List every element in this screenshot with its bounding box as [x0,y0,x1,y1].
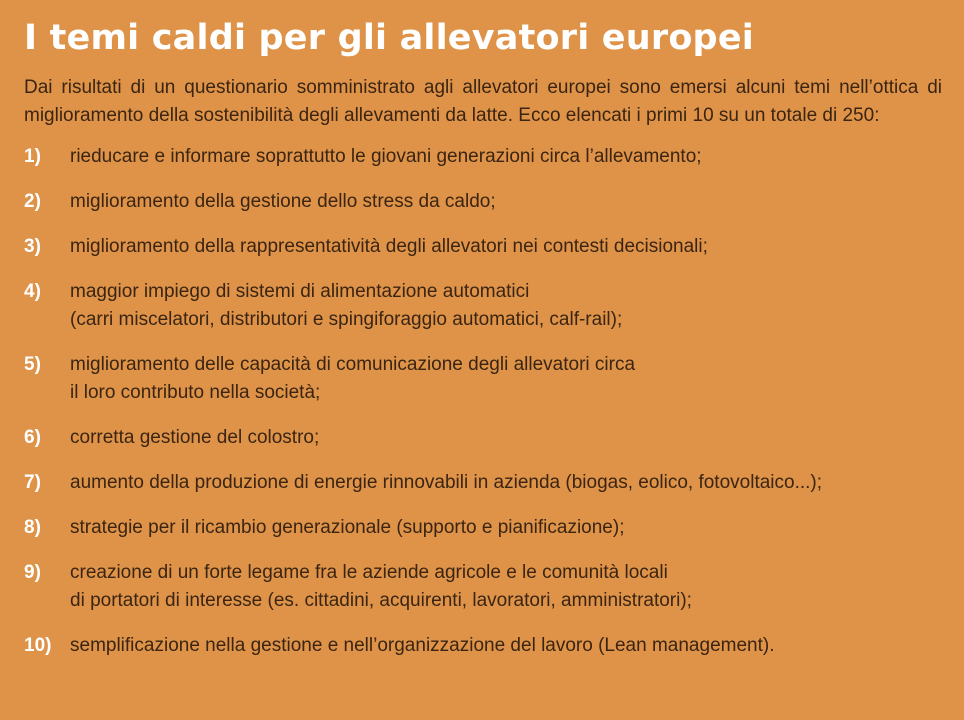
item-text [70,514,942,542]
item-line: maggior impiego di sistemi di alimentazione automatici [70,281,530,302]
item-text [70,632,942,660]
item-number: 1) [24,146,41,167]
item-line: (carri miscelatori, distributori e spingiforaggio automatici, calf-rail); [70,309,623,330]
item-line: miglioramento della rappresentatività degli allevatori nei contesti decisionali; [70,236,708,257]
list-item [24,233,942,261]
item-line: aumento della produzione di energie rinnovabili in azienda (biogas, eolico, fotovoltaico...); [70,472,823,493]
item-number: 6) [24,427,41,448]
item-number: 9) [24,562,41,583]
item-line: di portatori di interesse (es. cittadini, acquirenti, lavoratori, amministratori); [70,590,692,611]
item-line: corretta gestione del colostro; [70,427,320,448]
item-text [70,188,942,216]
item-line: strategie per il ricambio generazionale (supporto e pianificazione); [70,517,625,538]
list-item [24,188,942,216]
item-number: 8) [24,517,41,538]
list-item [24,424,942,452]
list-item [24,143,942,171]
item-line: il loro contributo nella società; [70,382,321,403]
item-line: creazione di un forte legame fra le aziende agricole e le comunità locali [70,562,668,583]
item-text [70,143,942,171]
box-title: I temi caldi per gli allevatori europei [24,18,754,58]
item-text [70,424,942,452]
item-text [70,351,942,407]
item-text [70,278,942,334]
topics-list [24,143,942,660]
item-number: 5) [24,354,41,375]
list-item [24,469,942,497]
item-number: 10) [24,635,52,656]
item-text [70,559,942,615]
info-box [24,16,942,677]
item-number: 4) [24,281,41,302]
list-item [24,559,942,615]
item-number: 2) [24,191,41,212]
list-item [24,278,942,334]
item-line: rieducare e informare soprattutto le giovani generazioni circa l’allevamento; [70,146,702,167]
item-line: miglioramento della gestione dello stress da caldo; [70,191,496,212]
list-item [24,632,942,660]
item-line: semplificazione nella gestione e nell’organizzazione del lavoro (Lean management). [70,635,775,656]
list-item [24,351,942,407]
intro-paragraph: Dai risultati di un questionario somministrato agli allevatori europei sono emersi alcuni temi nell’ottica di miglioramento della sostenibilità degli allevamenti da latte. Ecco elencati i primi 10 su un totale di 250: [24,77,942,126]
item-text [70,233,942,261]
list-item [24,514,942,542]
item-line: miglioramento delle capacità di comunicazione degli allevatori circa [70,354,636,375]
item-text [70,469,942,497]
item-number: 3) [24,236,41,257]
item-number: 7) [24,472,41,493]
